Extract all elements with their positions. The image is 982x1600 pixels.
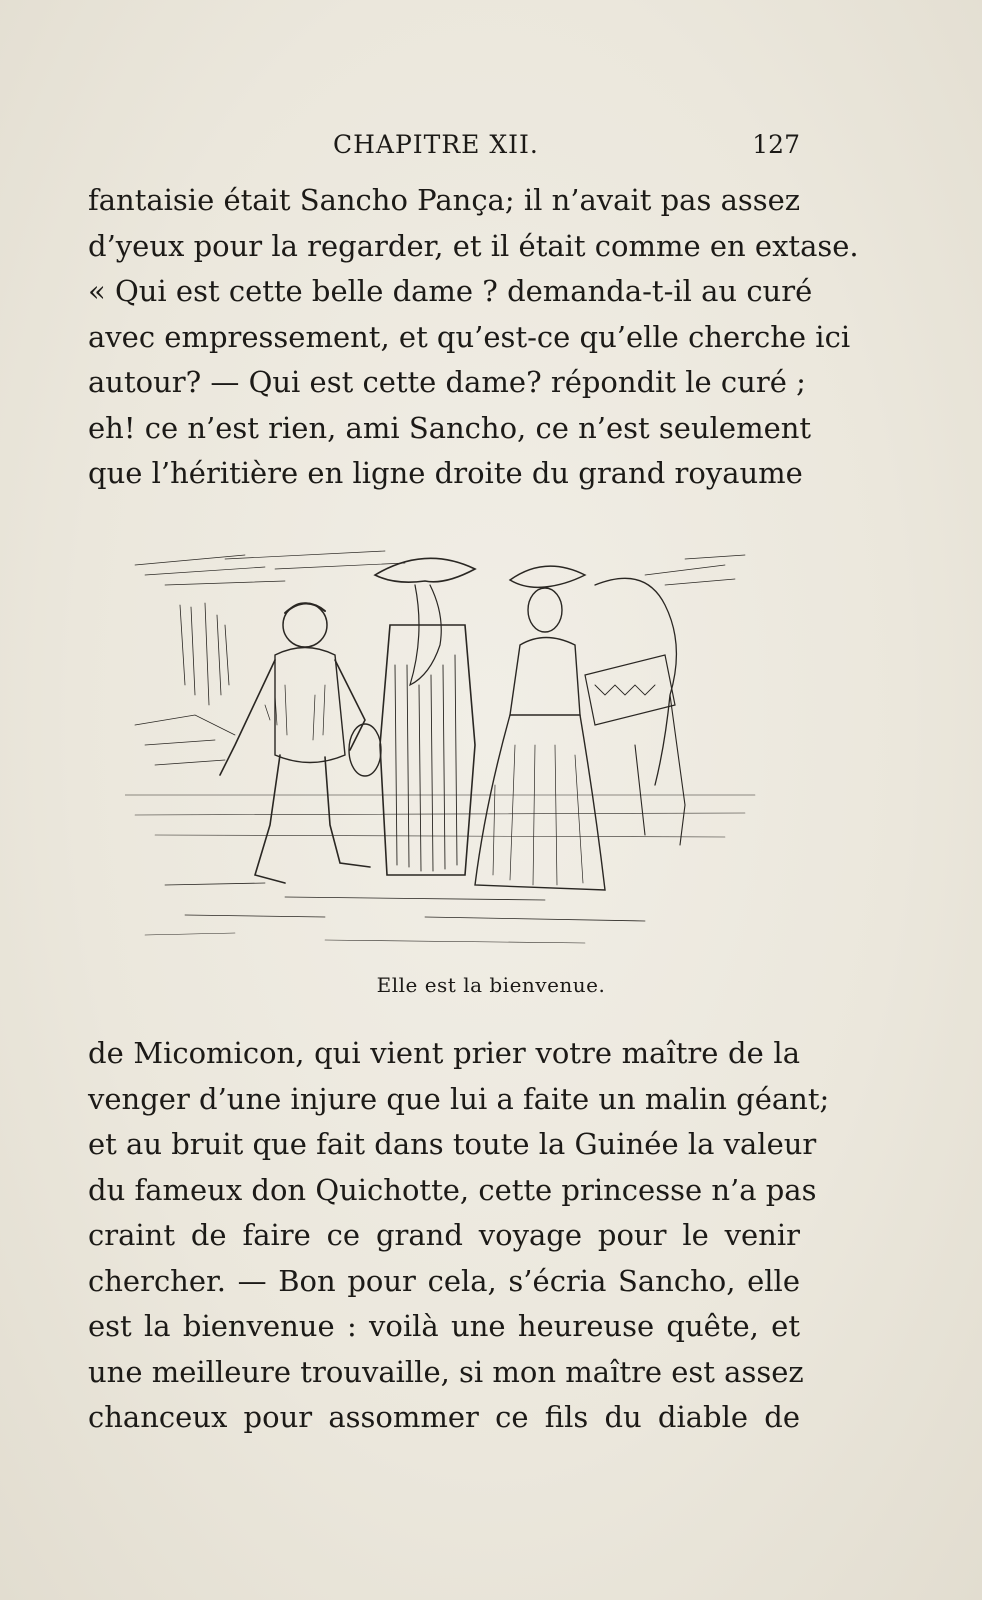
text-line: « Qui est cette belle dame ? demanda-t-il au curé	[88, 274, 813, 308]
paragraph-top	[88, 178, 859, 497]
text-line: d’yeux pour la regarder, et il était comme en extase.	[88, 228, 859, 263]
text-line: chanceux pour assommer ce fils du diable de	[88, 1400, 800, 1434]
text-line: venger d’une injure que lui a faite un malin géant;	[88, 1081, 830, 1116]
text-line: craint de faire ce grand voyage pour le venir	[88, 1218, 800, 1252]
text-line: que l’héritière en ligne droite du grand royaume	[88, 456, 803, 490]
text-line: autour? — Qui est cette dame? répondit le curé ;	[88, 365, 806, 399]
engraving-illustration	[125, 545, 765, 950]
text-line: est la bienvenue : voilà une heureuse quête, et	[88, 1309, 800, 1343]
paragraph-bottom	[88, 1031, 830, 1441]
text-line: eh! ce n’est rien, ami Sancho, ce n’est seulement	[88, 410, 812, 445]
page-number: 127	[752, 130, 800, 159]
running-head: CHAPITRE XII.	[333, 130, 539, 159]
text-line: une meilleure trouvaille, si mon maître est assez	[88, 1354, 804, 1389]
text-line: du fameux don Quichotte, cette princesse n’a pas	[88, 1172, 817, 1207]
text-line: fantaisie était Sancho Pança; il n’avait pas assez	[88, 183, 801, 217]
text-line: et au bruit que fait dans toute la Guinée la valeur	[88, 1127, 817, 1161]
page-header	[88, 130, 800, 164]
text-line: avec empressement, et qu’est-ce qu’elle cherche ici	[88, 319, 851, 354]
text-line: de Micomicon, qui vient prier votre maître de la	[88, 1036, 800, 1070]
text-line: chercher. — Bon pour cela, s’écria Sancho, elle	[88, 1263, 800, 1298]
illustration-caption: Elle est la bienvenue.	[376, 973, 606, 997]
